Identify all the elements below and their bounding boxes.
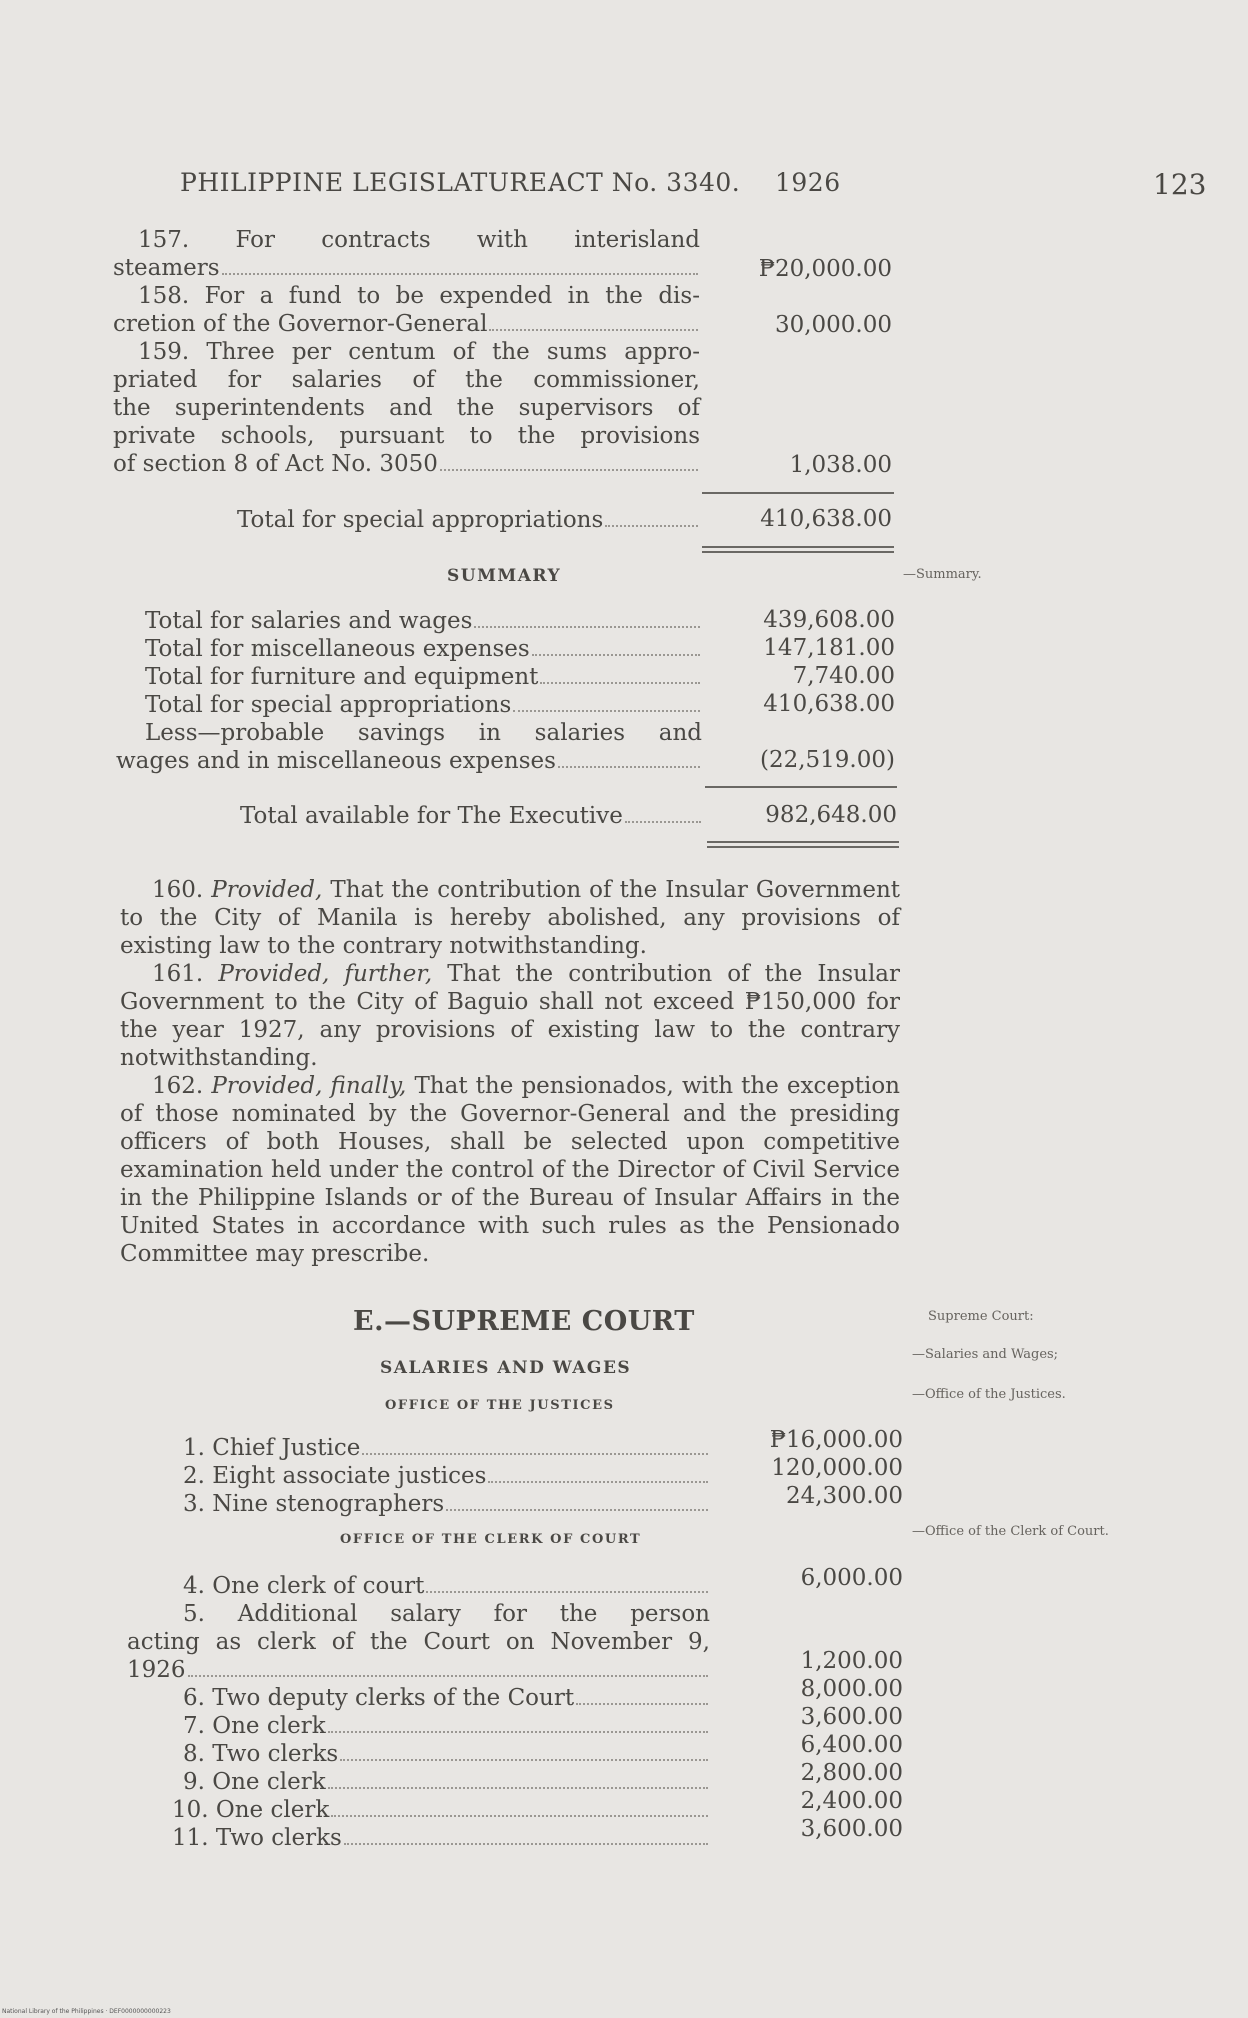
double-rule — [707, 846, 899, 848]
summary-row-label: Total for special appropriations — [145, 692, 512, 718]
margin-note-office-justices: —Office of the Justices. — [912, 1387, 1066, 1402]
summary-row-amount: 439,608.00 — [763, 607, 895, 633]
clerk-row-amount: 3,600.00 — [800, 1816, 903, 1842]
clerk-row — [172, 1824, 710, 1852]
clerk-row-label: 10. One clerk — [172, 1797, 330, 1823]
clerk-row-5-line2: acting as clerk of the Court on November 9, — [127, 1629, 710, 1655]
leader-dots — [625, 821, 701, 823]
subheading-salaries-wages: SALARIES AND WAGES — [380, 1358, 632, 1378]
item-159-amount: 1,038.00 — [789, 452, 892, 478]
clerk-row-amount: 3,600.00 — [800, 1704, 903, 1730]
clerk-row-5-line3 — [127, 1656, 710, 1684]
special-total-row — [237, 506, 700, 534]
proviso-162-keyword: Provided, finally, — [211, 1073, 407, 1099]
item-159-line: priated for salaries of the commissioner, — [113, 367, 700, 393]
summary-less-line1: Less—probable savings in salaries and — [145, 720, 702, 746]
proviso-161 — [120, 960, 900, 1072]
proviso-160-keyword: Provided, — [211, 877, 323, 903]
proviso-160 — [120, 876, 900, 960]
summary-total-amount: 982,648.00 — [765, 802, 897, 828]
leader-dots — [362, 1453, 708, 1455]
clerk-row — [183, 1768, 710, 1796]
clerk-row-label: 1926 — [127, 1657, 186, 1683]
summary-total-label: Total available for The Executive — [240, 803, 623, 829]
proviso-161-number: 161. — [152, 961, 204, 987]
running-header-title: PHILIPPINE LEGISLATURE. — [180, 168, 556, 197]
leader-dots — [540, 682, 700, 684]
clerk-row-label: 8. Two clerks — [183, 1741, 339, 1767]
double-rule — [702, 551, 894, 553]
justices-row-label: 3. Nine stenographers — [183, 1491, 445, 1517]
clerk-row-4 — [183, 1572, 710, 1600]
section-heading-supreme-court: E.—SUPREME COURT — [353, 1306, 695, 1337]
summary-less-label: wages and in miscellaneous expenses — [116, 748, 556, 774]
justices-row — [183, 1434, 710, 1462]
margin-note-salaries-wages: —Salaries and Wages; — [912, 1347, 1059, 1362]
summary-row-label: Total for furniture and equipment — [145, 664, 539, 690]
clerk-row-label: 11. Two clerks — [172, 1825, 342, 1851]
total-rule — [705, 786, 897, 788]
clerk-row-amount: 6,000.00 — [800, 1565, 903, 1591]
subheading-office-justices: OFFICE OF THE JUSTICES — [385, 1398, 615, 1413]
proviso-160-number: 160. — [152, 877, 204, 903]
running-header-year: 1926 — [775, 168, 841, 197]
proviso-161-keyword: Provided, further, — [218, 961, 433, 987]
clerk-row-amount: 2,400.00 — [800, 1788, 903, 1814]
clerk-row-amount: 8,000.00 — [800, 1676, 903, 1702]
leader-dots — [513, 710, 700, 712]
clerk-row — [183, 1684, 710, 1712]
proviso-162-number: 162. — [152, 1073, 204, 1099]
special-total-amount: 410,638.00 — [760, 506, 892, 532]
item-159-line: private schools, pursuant to the provisions — [113, 423, 700, 449]
leader-dots — [576, 1703, 708, 1705]
double-rule — [702, 546, 894, 548]
double-rule — [707, 841, 899, 843]
justices-row-label: 2. Eight associate justices — [183, 1463, 487, 1489]
summary-row-amount: 410,638.00 — [763, 691, 895, 717]
clerk-row — [183, 1712, 710, 1740]
summary-heading: SUMMARY — [447, 566, 562, 586]
item-158-amount: 30,000.00 — [774, 312, 892, 338]
leader-dots — [340, 1759, 708, 1761]
margin-note-office-clerk: —Office of the Clerk of Court. — [912, 1524, 1109, 1539]
summary-less-line2 — [116, 747, 702, 775]
item-157-label: steamers — [113, 255, 220, 281]
item-159-label: of section 8 of Act No. 3050 — [113, 451, 438, 477]
clerk-row — [172, 1796, 710, 1824]
leader-dots — [558, 766, 700, 768]
leader-dots — [328, 1787, 708, 1789]
leader-dots — [474, 626, 700, 628]
proviso-162-text: That the pensionados, with the exception of those nominated by the Governor-General and the presiding officers of both Houses, shall be selected upon competitive examination held under the control of the Director of Civil Service in the Philippine Islands or of the Bureau of Insular Affairs in the United States in accordance with such rules as the Pensionado Committee may prescribe. — [120, 1073, 900, 1267]
page-number: 123 — [1153, 168, 1207, 201]
item-157-line2 — [113, 254, 700, 282]
item-158-line2 — [113, 310, 700, 338]
margin-note-summary: —Summary. — [903, 567, 982, 582]
justices-row-amount: 120,000.00 — [771, 1455, 903, 1481]
clerk-row-5-line1: 5. Additional salary for the person — [183, 1601, 710, 1627]
summary-row-label: Total for miscellaneous expenses — [145, 636, 530, 662]
summary-row — [145, 691, 702, 719]
leader-dots — [446, 1509, 708, 1511]
summary-row — [145, 663, 702, 691]
leader-dots — [605, 525, 698, 527]
summary-row-amount: 147,181.00 — [763, 635, 895, 661]
item-157-amount: ₱20,000.00 — [758, 256, 892, 282]
clerk-row-amount: 1,200.00 — [800, 1648, 903, 1674]
summary-less-amount: (22,519.00) — [759, 747, 895, 773]
leader-dots — [440, 469, 698, 471]
leader-dots — [222, 273, 698, 275]
clerk-row-label: 6. Two deputy clerks of the Court — [183, 1685, 575, 1711]
subheading-office-clerk: OFFICE OF THE CLERK OF COURT — [340, 1532, 642, 1547]
margin-note-supreme-court: Supreme Court: — [928, 1309, 1034, 1324]
justices-row-amount: ₱16,000.00 — [769, 1427, 903, 1453]
item-158-label: cretion of the Governor-General — [113, 311, 488, 337]
justices-row-amount: 24,300.00 — [785, 1483, 903, 1509]
clerk-row — [183, 1740, 710, 1768]
scan-footer: National Library of the Philippines · DEF0000000000223 — [2, 2008, 171, 2015]
summary-row-label: Total for salaries and wages — [145, 608, 473, 634]
item-159-line: the superintendents and the supervisors of — [113, 395, 700, 421]
leader-dots — [188, 1675, 708, 1677]
special-total-label: Total for special appropriations — [237, 507, 604, 533]
proviso-161-text: That the contribution of the Insular Government to the City of Baguio shall not exceed ₱150,000 for the year 1927, any provisions of existing law to the contrary notwithstanding. — [120, 961, 901, 1071]
summary-total-row — [240, 802, 703, 830]
summary-row — [145, 635, 702, 663]
item-159-line: 159. Three per centum of the sums appro- — [138, 339, 700, 365]
clerk-row-label: 7. One clerk — [183, 1713, 326, 1739]
justices-row-label: 1. Chief Justice — [183, 1435, 361, 1461]
summary-row-amount: 7,740.00 — [792, 663, 895, 689]
item-159-last-line — [113, 450, 700, 478]
justices-row — [183, 1462, 710, 1490]
leader-dots — [532, 654, 700, 656]
leader-dots — [344, 1843, 708, 1845]
leader-dots — [331, 1815, 708, 1817]
justices-row — [183, 1490, 710, 1518]
running-header-act: ACT No. 3340. — [548, 168, 741, 197]
leader-dots — [426, 1591, 708, 1593]
clerk-row-label: 4. One clerk of court — [183, 1573, 425, 1599]
clerk-row-label: 9. One clerk — [183, 1769, 326, 1795]
leader-dots — [328, 1731, 708, 1733]
proviso-160-text: That the contribution of the Insular Government to the City of Manila is hereby abolished, any provisions of existing law to the contrary notwithstanding. — [120, 877, 901, 959]
summary-row — [145, 607, 702, 635]
clerk-row-amount: 2,800.00 — [800, 1760, 903, 1786]
item-157-line1: 157. For contracts with interisland — [138, 227, 700, 253]
leader-dots — [488, 1481, 708, 1483]
proviso-162 — [120, 1072, 900, 1268]
item-158-line1: 158. For a fund to be expended in the dis- — [138, 283, 700, 309]
clerk-row-amount: 6,400.00 — [800, 1732, 903, 1758]
total-rule — [702, 492, 894, 494]
leader-dots — [489, 329, 698, 331]
